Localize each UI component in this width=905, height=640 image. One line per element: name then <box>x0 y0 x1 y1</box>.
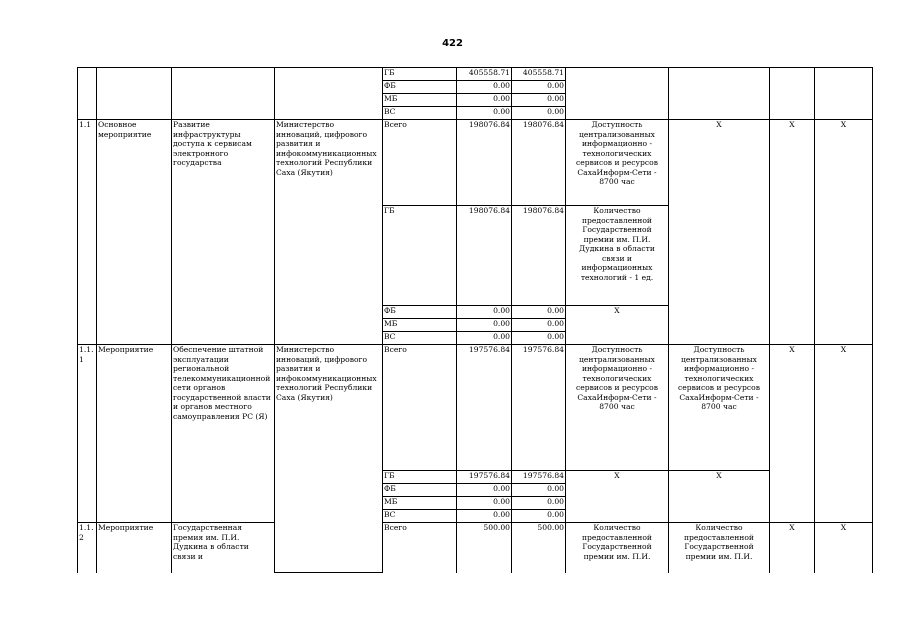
name-cell: Обеспечение штатной эксплуатации региональной телекоммуникационной сети органов государственной власти и органов местного самоуправления РС (Я) <box>172 345 275 523</box>
page-number: 422 <box>442 38 463 49</box>
total-cell: 0.00 <box>457 306 512 319</box>
source-cell: МБ <box>383 497 457 510</box>
total-cell: 197576.84 <box>457 471 512 484</box>
kind-cell <box>97 68 172 120</box>
year-cell: 198076.84 <box>512 120 566 206</box>
name-cell: Развитие инфраструктуры доступа к сервисам электронного государства <box>172 120 275 345</box>
indicator-cell: Доступность централизованных информационно - технологических сервисов и ресурсов СахаИнформ-Сети - 8700 час <box>669 345 770 471</box>
indicator-cell: Количество предоставленной Государственной премии им. П.И. <box>669 523 770 573</box>
total-cell: 405558.71 <box>457 68 512 81</box>
mark-cell: Х <box>815 345 873 523</box>
executor-cell: Министерство инноваций, цифрового развития и инфокоммуникационных технологий Республики Саха (Якутия) <box>275 345 383 573</box>
indicator-cell: Х <box>669 471 770 523</box>
indicator-cell <box>566 68 669 120</box>
total-cell: 0.00 <box>457 81 512 94</box>
source-cell: МБ <box>383 94 457 107</box>
year-cell: 500.00 <box>512 523 566 573</box>
source-cell: Всего <box>383 120 457 206</box>
year-cell: 0.00 <box>512 306 566 319</box>
mark-cell <box>815 68 873 120</box>
source-cell: ВС <box>383 510 457 523</box>
mark-cell: Х <box>815 523 873 573</box>
indicator-cell: Х <box>566 471 669 523</box>
source-cell: ГБ <box>383 68 457 81</box>
mark-cell <box>770 68 815 120</box>
executor-cell <box>275 68 383 120</box>
total-cell: 198076.84 <box>457 120 512 206</box>
year-cell: 0.00 <box>512 510 566 523</box>
num-cell: 1.1 <box>78 120 97 345</box>
total-cell: 198076.84 <box>457 206 512 306</box>
kind-cell: Основное мероприятие <box>97 120 172 345</box>
total-cell: 0.00 <box>457 497 512 510</box>
indicator-cell: Количество предоставленной Государственной премии им. П.И. <box>566 523 669 573</box>
year-cell: 0.00 <box>512 332 566 345</box>
total-cell: 197576.84 <box>457 345 512 471</box>
year-cell: 0.00 <box>512 484 566 497</box>
kind-cell: Мероприятие <box>97 345 172 523</box>
year-cell: 0.00 <box>512 81 566 94</box>
name-cell: Государственная премия им. П.И. Дудкина в области связи и <box>172 523 275 573</box>
year-cell: 0.00 <box>512 319 566 332</box>
mark-cell: Х <box>770 345 815 523</box>
source-cell: ГБ <box>383 471 457 484</box>
year-cell: 405558.71 <box>512 68 566 81</box>
year-cell: 197576.84 <box>512 345 566 471</box>
indicator-cell <box>669 68 770 120</box>
kind-cell: Мероприятие <box>97 523 172 573</box>
indicator-cell: Х <box>566 306 669 345</box>
mark-cell: Х <box>770 523 815 573</box>
total-cell: 0.00 <box>457 484 512 497</box>
total-cell: 0.00 <box>457 107 512 120</box>
year-cell: 197576.84 <box>512 471 566 484</box>
source-cell: Всего <box>383 345 457 471</box>
mark-cell: Х <box>669 120 770 345</box>
mark-cell: Х <box>815 120 873 345</box>
source-cell: Всего <box>383 523 457 573</box>
year-cell: 198076.84 <box>512 206 566 306</box>
name-cell <box>172 68 275 120</box>
table-row <box>78 68 873 81</box>
source-cell: ФБ <box>383 81 457 94</box>
num-cell <box>78 68 97 120</box>
total-cell: 500.00 <box>457 523 512 573</box>
year-cell: 0.00 <box>512 94 566 107</box>
total-cell: 0.00 <box>457 94 512 107</box>
total-cell: 0.00 <box>457 510 512 523</box>
year-cell: 0.00 <box>512 497 566 510</box>
source-cell: ВС <box>383 107 457 120</box>
num-cell: 1.1. 2 <box>78 523 97 573</box>
indicator-cell: Количество предоставленной Государственной премии им. П.И. Дудкина в области связи и информационных технологий - 1 ед. <box>566 206 669 306</box>
indicator-cell: Доступность централизованных информационно - технологических сервисов и ресурсов СахаИнформ-Сети - 8700 час <box>566 345 669 471</box>
indicator-cell: Доступность централизованных информационно - технологических сервисов и ресурсов СахаИнформ-Сети - 8700 час <box>566 120 669 206</box>
source-cell: ФБ <box>383 484 457 497</box>
program-table <box>77 67 873 573</box>
source-cell: ФБ <box>383 306 457 319</box>
source-cell: МБ <box>383 319 457 332</box>
total-cell: 0.00 <box>457 319 512 332</box>
source-cell: ВС <box>383 332 457 345</box>
executor-cell: Министерство инноваций, цифрового развития и инфокоммуникационных технологий Республики Саха (Якутия) <box>275 120 383 345</box>
source-cell: ГБ <box>383 206 457 306</box>
table-row <box>78 523 873 573</box>
mark-cell: Х <box>770 120 815 345</box>
year-cell: 0.00 <box>512 107 566 120</box>
total-cell: 0.00 <box>457 332 512 345</box>
num-cell: 1.1. 1 <box>78 345 97 523</box>
table-row <box>78 345 873 471</box>
table-row <box>78 120 873 206</box>
